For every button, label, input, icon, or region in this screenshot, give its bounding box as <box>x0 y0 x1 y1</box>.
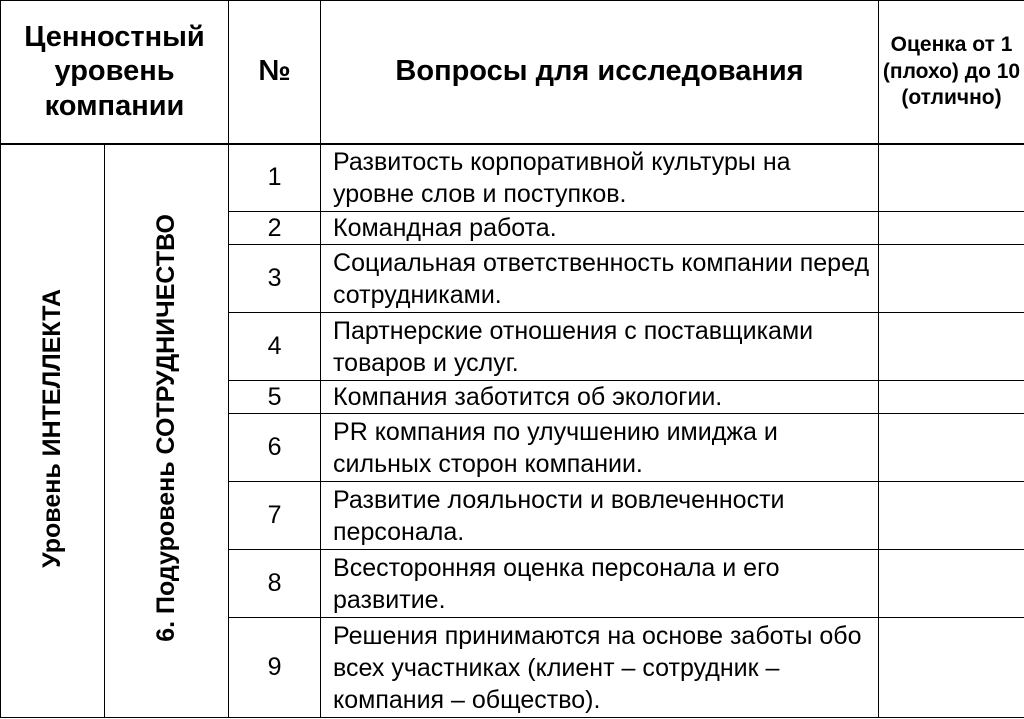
header-level: Ценностный уровень компании <box>1 1 229 144</box>
score-cell[interactable] <box>879 313 1024 381</box>
sublevel-cell <box>105 144 229 718</box>
score-cell[interactable] <box>879 381 1024 414</box>
score-cell[interactable] <box>879 245 1024 313</box>
row-number: 8 <box>229 550 321 618</box>
header-number: № <box>229 1 321 144</box>
score-cell[interactable] <box>879 212 1024 245</box>
header-questions: Вопросы для исследования <box>321 1 879 144</box>
question-text: Развитие лояльности и вовлеченности персонала. <box>321 482 879 550</box>
level-cell <box>1 144 105 718</box>
header-row <box>1 1 1024 144</box>
row-number: 6 <box>229 414 321 482</box>
level-label: Уровень ИНТЕЛЛЕКТА <box>38 288 66 568</box>
question-text: Командная работа. <box>321 212 879 245</box>
question-text: Всесторонняя оценка персонала и его развитие. <box>321 550 879 618</box>
row-number: 5 <box>229 381 321 414</box>
question-text: Решения принимаются на основе заботы обо всех участниках (клиент – сотрудник – компания – общество). <box>321 618 879 718</box>
score-cell[interactable] <box>879 550 1024 618</box>
row-number: 2 <box>229 212 321 245</box>
sublevel-label: 6. Подуровень СОТРУДНИЧЕСТВО <box>152 214 180 643</box>
row-number: 3 <box>229 245 321 313</box>
score-cell[interactable] <box>879 144 1024 212</box>
question-text: PR компания по улучшению имиджа и сильных сторон компании. <box>321 414 879 482</box>
question-text: Партнерские отношения с поставщиками товаров и услуг. <box>321 313 879 381</box>
question-text: Компания заботится об экологии. <box>321 381 879 414</box>
row-number: 7 <box>229 482 321 550</box>
question-text: Социальная ответственность компании перед сотрудниками. <box>321 245 879 313</box>
table-row <box>1 144 1024 212</box>
header-score: Оценка от 1 (плохо) до 10 (отлично) <box>879 1 1024 144</box>
row-number: 9 <box>229 618 321 718</box>
score-cell[interactable] <box>879 482 1024 550</box>
row-number: 1 <box>229 144 321 212</box>
question-text: Развитость корпоративной культуры на уровне слов и поступков. <box>321 144 879 212</box>
score-cell[interactable] <box>879 414 1024 482</box>
row-number: 4 <box>229 313 321 381</box>
score-cell[interactable] <box>879 618 1024 718</box>
